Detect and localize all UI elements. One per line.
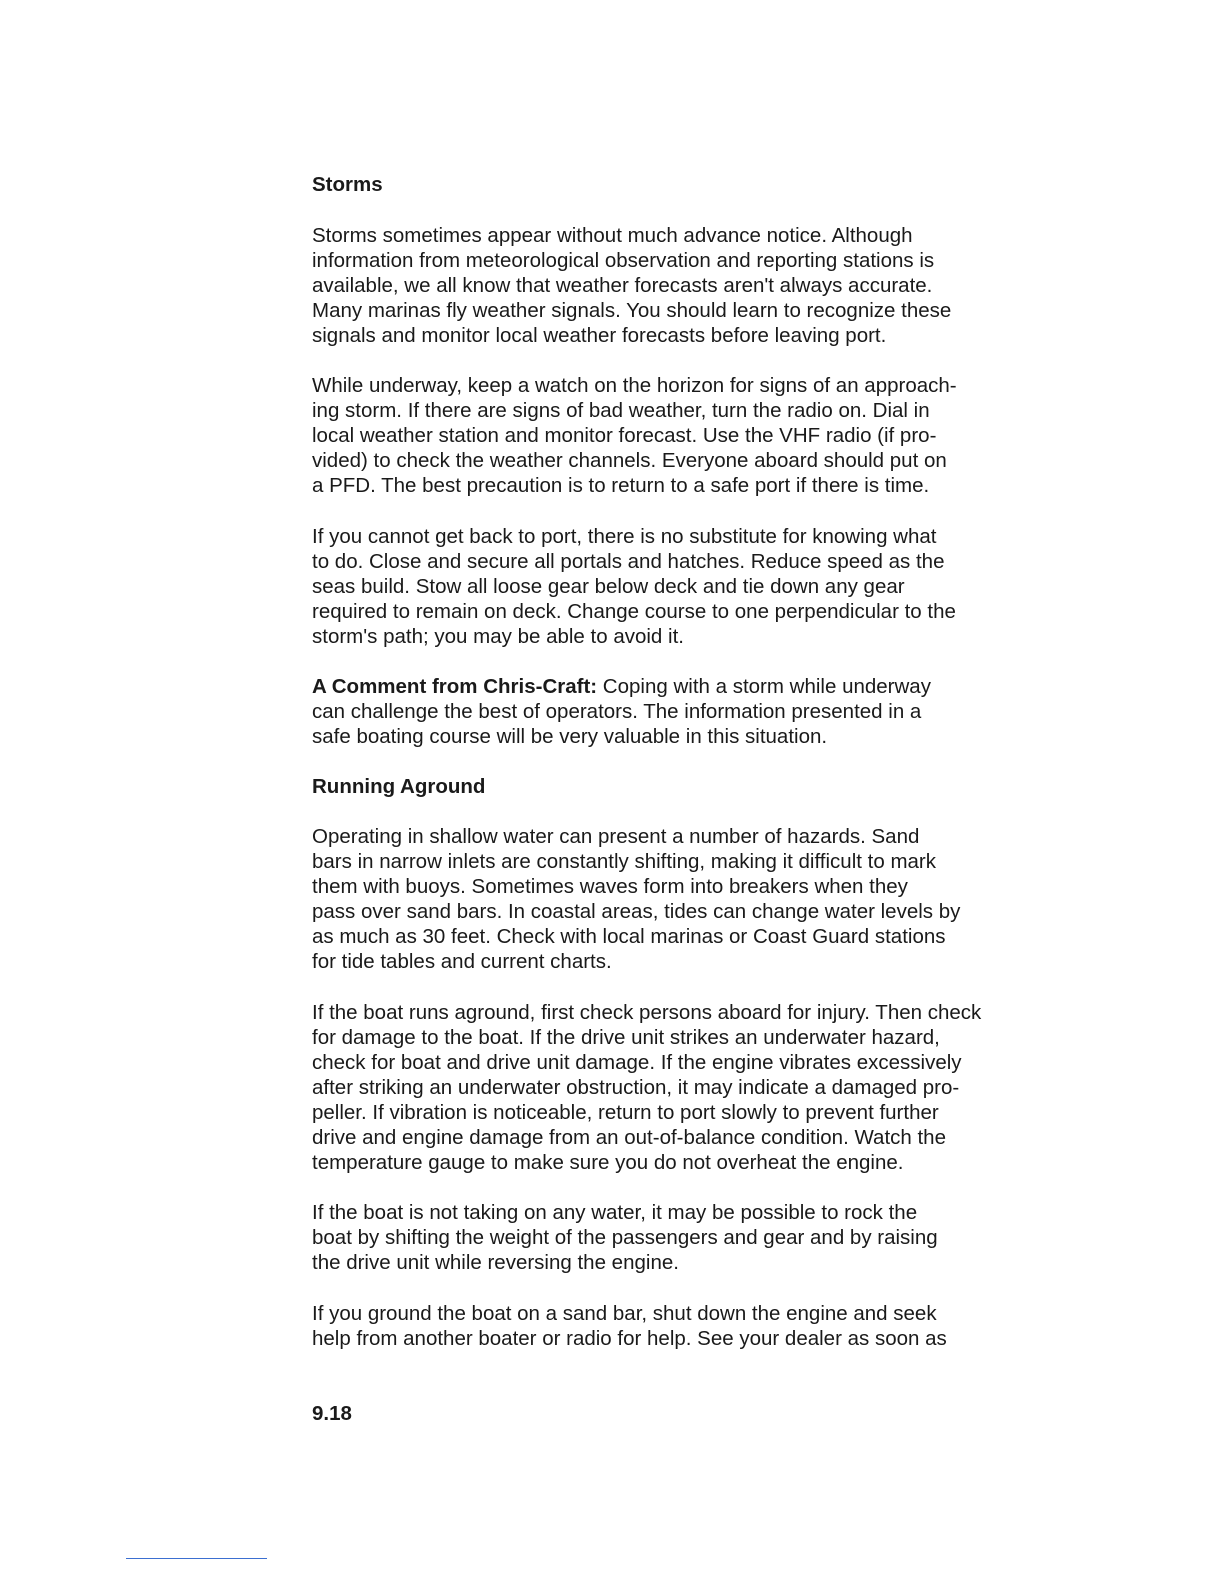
text-line: temperature gauge to make sure you do not overheat the engine. [312,1151,904,1174]
text-line: local weather station and monitor forecast. Use the VHF radio (if pro- [312,424,937,447]
running-aground-heading: Running Aground [312,775,486,798]
text-line: pass over sand bars. In coastal areas, tides can change water levels by [312,900,961,923]
text-line: If the boat is not taking on any water, it may be possible to rock the [312,1201,918,1224]
text-line: check for boat and drive unit damage. If the engine vibrates excessively [312,1051,962,1074]
storms-paragraph-2 [312,373,1022,498]
text-line: vided) to check the weather channels. Everyone aboard should put on [312,449,947,472]
comment-text: Coping with a storm while underway [597,675,931,698]
aground-paragraph-2 [312,1000,1022,1175]
text-line: a PFD. The best precaution is to return to a safe port if there is time. [312,474,930,497]
text-line: them with buoys. Sometimes waves form into breakers when they [312,875,908,898]
text-line: boat by shifting the weight of the passengers and gear and by raising [312,1226,938,1249]
text-line: the drive unit while reversing the engine. [312,1251,679,1274]
text-line: available, we all know that weather forecasts aren't always accurate. [312,274,933,297]
footer-rule [126,1558,267,1559]
text-line: storm's path; you may be able to avoid it. [312,625,684,648]
text-line: Operating in shallow water can present a number of hazards. Sand [312,825,920,848]
text-line: after striking an underwater obstruction, it may indicate a damaged pro- [312,1076,960,1099]
text-line: for damage to the boat. If the drive unit strikes an underwater hazard, [312,1026,940,1049]
text-line: ing storm. If there are signs of bad weather, turn the radio on. Dial in [312,399,930,422]
text-line: information from meteorological observation and reporting stations is [312,249,935,272]
text-line: required to remain on deck. Change course to one perpendicular to the [312,600,956,623]
text-line: seas build. Stow all loose gear below deck and tie down any gear [312,575,905,598]
text-line: bars in narrow inlets are constantly shifting, making it difficult to mark [312,850,936,873]
text-line: drive and engine damage from an out-of-balance condition. Watch the [312,1126,946,1149]
text-line: to do. Close and secure all portals and hatches. Reduce speed as the [312,550,945,573]
aground-paragraph-3 [312,1200,1022,1275]
text-line: If the boat runs aground, first check persons aboard for injury. Then check [312,1001,982,1024]
text-line: Many marinas fly weather signals. You should learn to recognize these [312,299,952,322]
text-line: for tide tables and current charts. [312,950,612,973]
text-line: help from another boater or radio for help. See your dealer as soon as [312,1327,947,1350]
text-line: While underway, keep a watch on the horizon for signs of an approach- [312,374,957,397]
storms-paragraph-3 [312,524,1022,649]
aground-paragraph-1 [312,824,1022,974]
comment-lead: A Comment from Chris-Craft: [312,675,598,698]
text-line: signals and monitor local weather forecasts before leaving port. [312,324,887,347]
text-line [312,674,1022,699]
text-line: safe boating course will be very valuable in this situation. [312,725,828,748]
page-number: 9.18 [312,1402,352,1425]
text-line: If you ground the boat on a sand bar, shut down the engine and seek [312,1302,937,1325]
text-line: Storms sometimes appear without much advance notice. Although [312,224,913,247]
text-line: as much as 30 feet. Check with local marinas or Coast Guard stations [312,925,946,948]
chris-craft-comment [312,674,1022,749]
text-line: peller. If vibration is noticeable, return to port slowly to prevent further [312,1101,939,1124]
text-line: can challenge the best of operators. The information presented in a [312,700,922,723]
text-line: If you cannot get back to port, there is no substitute for knowing what [312,525,937,548]
storms-heading: Storms [312,173,383,196]
aground-paragraph-4 [312,1301,1022,1351]
storms-paragraph-1 [312,223,1022,348]
